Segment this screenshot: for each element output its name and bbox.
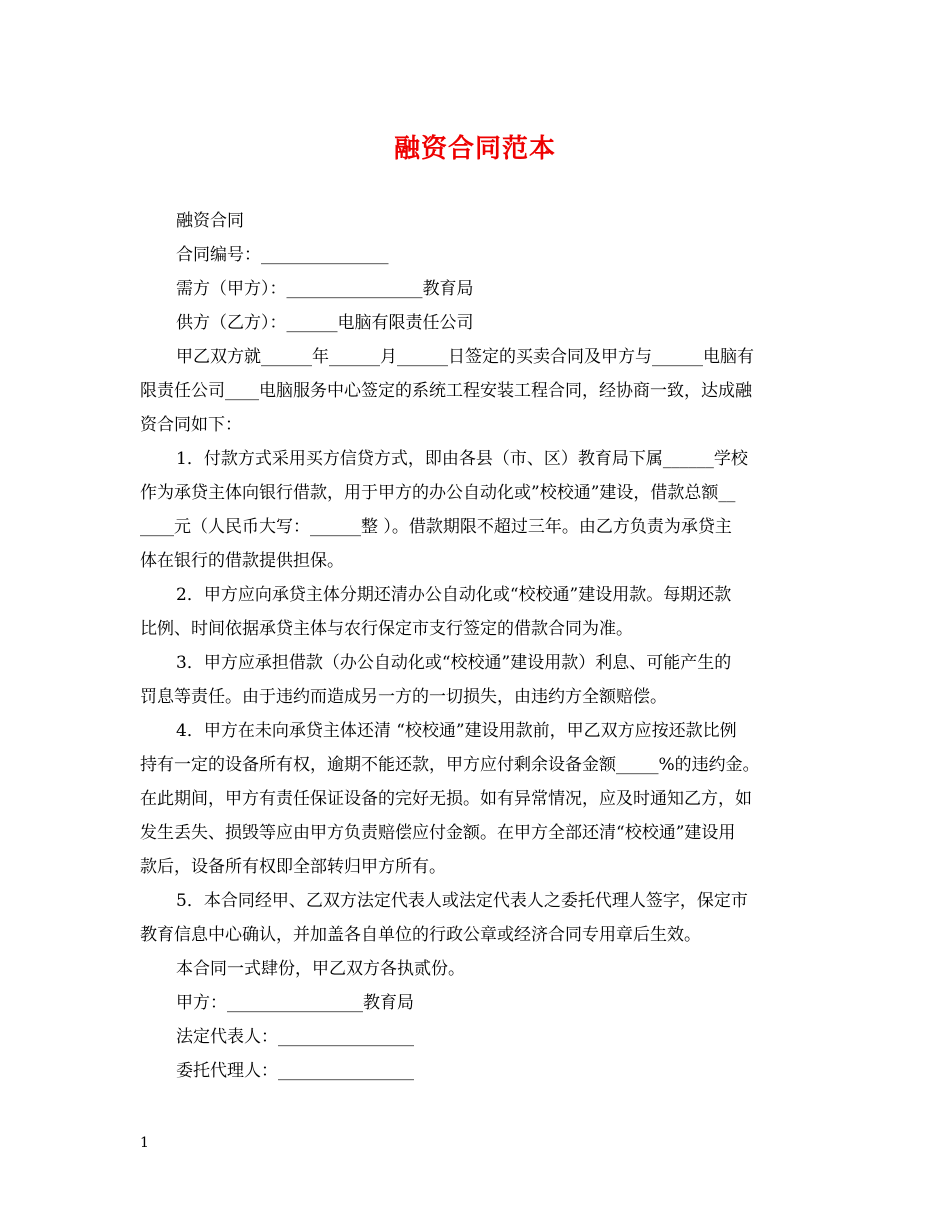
clause-3-line: 罚息等责任。由于违约而造成另一方的一切损失，由违约方全额赔偿。 xyxy=(140,687,667,707)
clause-5-line: 5．本合同经甲、乙双方法定代表人或法定代表人之委托代理人签字，保定市 xyxy=(176,891,748,911)
preamble-line: 甲乙双方就______年______月______日签定的买卖合同及甲方与______电脑有 xyxy=(176,347,754,367)
signature-authorized-agent: 委托代理人：________________ xyxy=(176,1061,414,1081)
signature-party-a: 甲方：________________教育局 xyxy=(176,993,414,1013)
party-a-line: 需方（甲方）：________________教育局 xyxy=(176,279,474,299)
clause-3-line: 3．甲方应承担借款（办公自动化或“校校通”建设用款）利息、可能产生的 xyxy=(176,653,732,673)
page-number: 1 xyxy=(140,1135,149,1151)
document-body xyxy=(140,206,812,1090)
clause-1-line: 体在银行的借款提供担保。 xyxy=(140,551,344,571)
document-title: 融资合同范本 xyxy=(393,134,556,164)
clause-4-line: 在此期间，甲方有责任保证设备的完好无损。如有异常情况，应及时通知乙方，如 xyxy=(140,789,752,809)
contract-number-line: 合同编号：_______________ xyxy=(176,245,389,265)
copies-line: 本合同一式肆份，甲乙双方各执贰份。 xyxy=(176,959,465,979)
clause-5-line: 教育信息中心确认，并加盖各自单位的行政公章或经济合同专用章后生效。 xyxy=(140,925,701,945)
signature-legal-representative: 法定代表人：________________ xyxy=(176,1027,414,1047)
clause-2-line: 比例、时间依据承贷主体与农行保定市支行签定的借款合同为准。 xyxy=(140,619,633,639)
clause-1-line: 作为承贷主体向银行借款，用于甲方的办公自动化或”校校通”建设，借款总额__ xyxy=(140,483,736,503)
clause-4-line: 4．甲方在未向承贷主体还清 “校校通”建设用款前，甲乙双方应按还款比例 xyxy=(176,721,737,741)
clause-1-line: 1．付款方式采用买方信贷方式，即由各县（市、区）教育局下属______学校 xyxy=(176,449,748,469)
preamble-line: 限责任公司____电脑服务中心签定的系统工程安装工程合同，经协商一致，达成融 xyxy=(140,381,752,401)
party-b-line: 供方（乙方）：______电脑有限责任公司 xyxy=(176,313,474,333)
clause-4-line: 发生丢失、损毁等应由甲方负责赔偿应付金额。在甲方全部还清“校校通”建设用 xyxy=(140,823,736,843)
clause-4-line: 持有一定的设备所有权，逾期不能还款，甲方应付剩余设备金额_____%的违约金。 xyxy=(140,755,760,775)
preamble-line: 资合同如下： xyxy=(140,415,242,435)
contract-heading: 融资合同 xyxy=(176,211,244,231)
clause-4-line: 款后，设备所有权即全部转归甲方所有。 xyxy=(140,857,446,877)
clause-2-line: 2．甲方应向承贷主体分期还清办公自动化或“校校通”建设用款。每期还款 xyxy=(176,585,732,605)
clause-1-line: ____元（人民币大写：______整 ）。借款期限不超过三年。由乙方负责为承贷主 xyxy=(140,517,732,537)
